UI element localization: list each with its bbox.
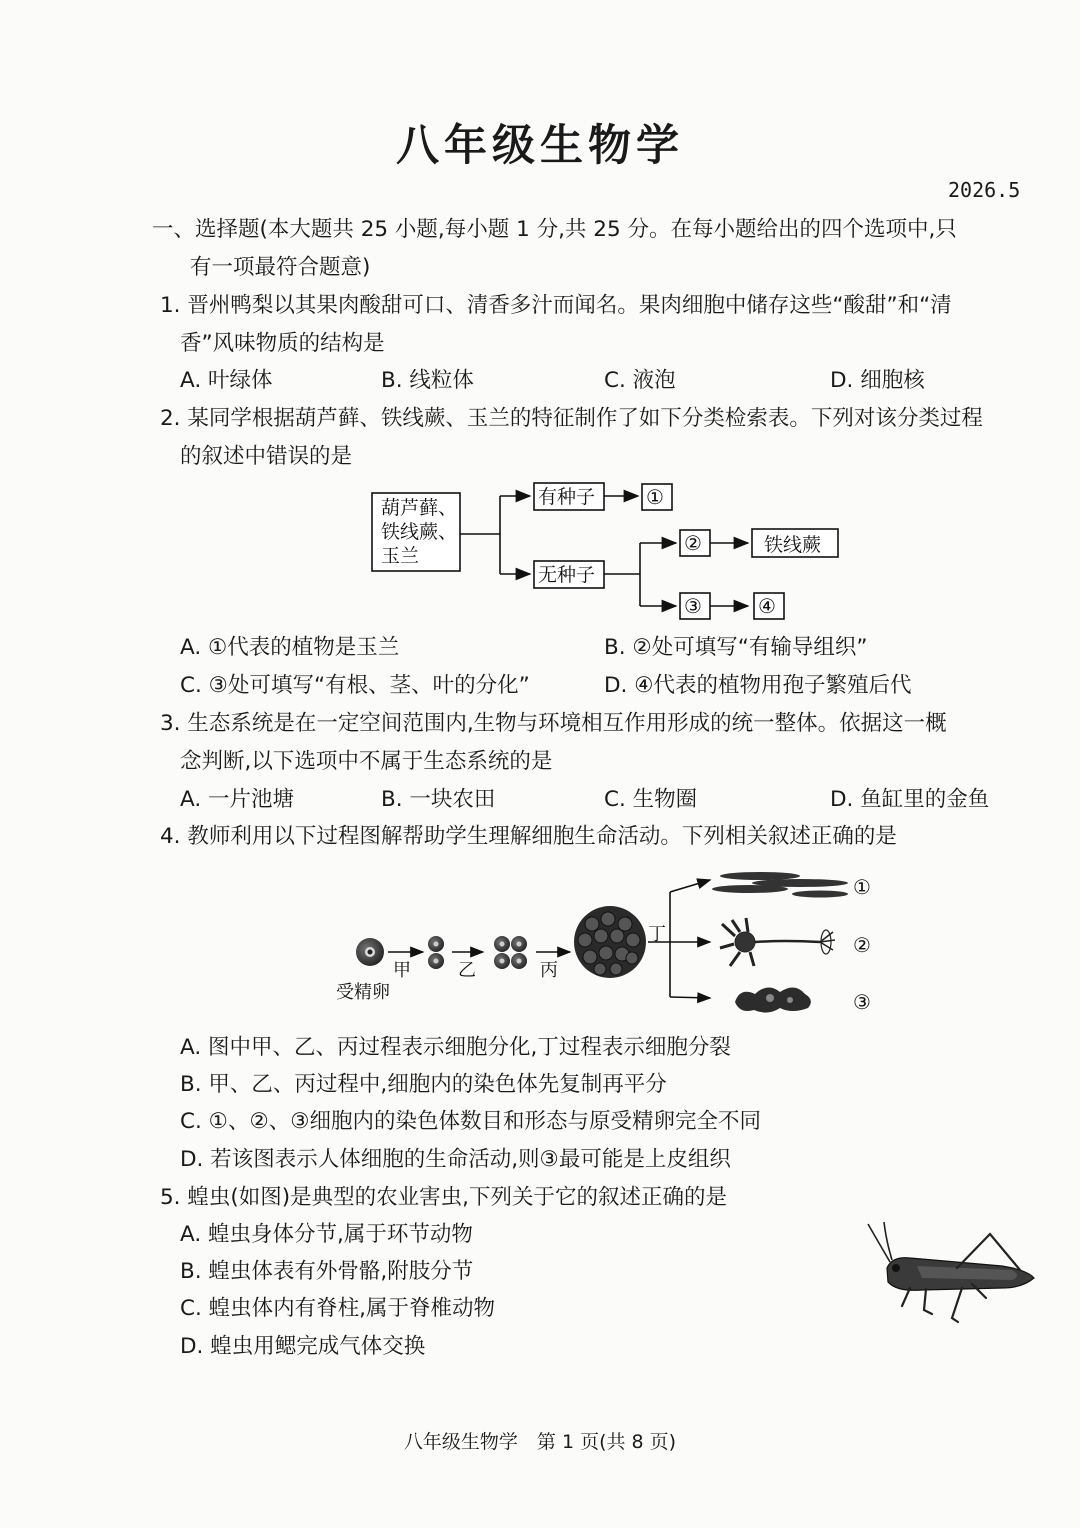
- spindle-cells-icon: [712, 872, 848, 898]
- question-3-option-a: A. 一片池塘: [180, 787, 294, 812]
- step-label-bing: 丙: [540, 960, 558, 981]
- section-heading: 一、选择题(本大题共 25 小题,每小题 1 分,共 25 分。在每小题给出的四个选项中,只: [152, 217, 957, 242]
- question-3-stem: 3. 生态系统是在一定空间范围内,生物与环境相互作用形成的统一整体。依据这一概: [160, 711, 947, 736]
- question-3-option-c: C. 生物圈: [604, 787, 698, 812]
- four-cell-icon: [494, 936, 527, 969]
- end-box-fern: 铁线蕨: [764, 534, 822, 556]
- neuron-icon: [720, 918, 835, 966]
- zygote-label: 受精卵: [336, 982, 390, 1003]
- question-4-option-d: D. 若该图表示人体细胞的生命活动,则③最可能是上皮组织: [180, 1147, 731, 1172]
- cell-process-figure: [330, 862, 890, 1022]
- question-4-stem: 4. 教师利用以下过程图解帮助学生理解细胞生命活动。下列相关叙述正确的是: [160, 824, 897, 849]
- question-2-stem-cont: 的叙述中错误的是: [180, 444, 353, 469]
- start-box-line-1: 葫芦藓、: [381, 497, 458, 519]
- two-cell-icon: [428, 936, 444, 969]
- tissue-cluster-icon: [735, 987, 811, 1012]
- node-2: ②: [684, 531, 702, 555]
- question-5-option-b: B. 蝗虫体表有外骨骼,附肢分节: [180, 1259, 474, 1284]
- question-4-option-a: A. 图中甲、乙、丙过程表示细胞分化,丁过程表示细胞分裂: [180, 1035, 731, 1060]
- output-1-label: ①: [853, 875, 871, 899]
- page-title: 八年级生物学: [396, 121, 684, 171]
- classification-key-diagram: [360, 478, 850, 628]
- start-box-line-3: 玉兰: [381, 545, 420, 567]
- question-3-stem-cont: 念判断,以下选项中不属于生态系统的是: [180, 749, 553, 774]
- question-1-option-b: B. 线粒体: [381, 368, 474, 393]
- output-3-label: ③: [853, 990, 871, 1014]
- output-2-label: ②: [853, 933, 871, 957]
- start-box-line-2: 铁线蕨、: [381, 521, 458, 543]
- section-heading-cont: 有一项最符合题意): [190, 255, 371, 280]
- question-2-option-a: A. ①代表的植物是玉兰: [180, 635, 400, 660]
- question-5-option-d: D. 蝗虫用鳃完成气体交换: [180, 1334, 426, 1359]
- page-footer: 八年级生物学 第 1 页(共 8 页): [403, 1431, 677, 1453]
- question-1-option-d: D. 细胞核: [830, 368, 925, 393]
- step-label-ding: 丁: [648, 924, 666, 945]
- node-1: ①: [646, 485, 664, 509]
- question-5-stem: 5. 蝗虫(如图)是典型的农业害虫,下列关于它的叙述正确的是: [160, 1185, 727, 1210]
- question-1-stem-cont: 香”风味物质的结构是: [180, 331, 385, 356]
- question-2-option-d: D. ④代表的植物用孢子繁殖后代: [604, 673, 912, 698]
- question-3-option-d: D. 鱼缸里的金鱼: [830, 787, 990, 812]
- question-1-option-a: A. 叶绿体: [180, 368, 273, 393]
- zygote-icon: [356, 938, 384, 966]
- question-4-option-b: B. 甲、乙、丙过程中,细胞内的染色体先复制再平分: [180, 1072, 667, 1097]
- branch-seed-label: 有种子: [538, 486, 596, 508]
- question-5-option-c: C. 蝗虫体内有脊柱,属于脊椎动物: [180, 1296, 496, 1321]
- question-2-option-c: C. ③处可填写“有根、茎、叶的分化”: [180, 673, 530, 698]
- step-label-yi: 乙: [458, 960, 476, 981]
- question-1-option-c: C. 液泡: [604, 368, 676, 393]
- question-4-option-c: C. ①、②、③细胞内的染色体数目和形态与原受精卵完全不同: [180, 1109, 762, 1134]
- grasshopper-icon: [862, 1218, 1042, 1328]
- question-2-option-b: B. ②处可填写“有输导组织”: [604, 635, 868, 660]
- question-1-stem: 1. 晋州鸭梨以其果肉酸甜可口、清香多汁而闻名。果肉细胞中储存这些“酸甜”和“清: [160, 293, 952, 318]
- branch-noseed-label: 无种子: [538, 564, 596, 586]
- question-2-stem: 2. 某同学根据葫芦藓、铁线蕨、玉兰的特征制作了如下分类检索表。下列对该分类过程: [160, 406, 983, 431]
- question-5-option-a: A. 蝗虫身体分节,属于环节动物: [180, 1222, 473, 1247]
- node-3: ③: [684, 594, 702, 618]
- node-4: ④: [758, 594, 776, 618]
- exam-date: 2026.5: [948, 178, 1021, 202]
- question-3-option-b: B. 一块农田: [381, 787, 496, 812]
- cell-mass-icon: [574, 906, 646, 978]
- step-label-jia: 甲: [393, 960, 411, 981]
